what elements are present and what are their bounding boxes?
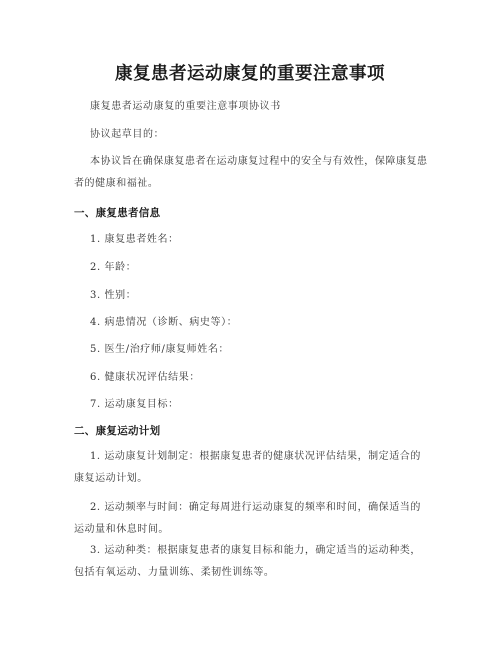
section-1-heading: 一、康复患者信息 bbox=[74, 207, 161, 219]
section-1-item: 1. 康复患者姓名： bbox=[90, 234, 179, 245]
section-1-item: 2. 年龄： bbox=[90, 262, 137, 273]
document-title: 康复患者运动康复的重要注意事项 bbox=[115, 64, 385, 84]
section-1-item: 4. 病患情况（诊断、病史等）： bbox=[90, 317, 238, 328]
purpose-label: 协议起草目的： bbox=[90, 129, 165, 140]
section-2-heading: 二、康复运动计划 bbox=[74, 425, 161, 437]
section-1-item: 6. 健康状况评估结果： bbox=[90, 372, 200, 383]
section-2-item: 1. 运动康复计划制定：根据康复患者的健康状况评估结果，制定适合的康复运动计划。 bbox=[74, 451, 421, 484]
agreement-subtitle: 康复患者运动康复的重要注意事项协议书 bbox=[90, 101, 281, 112]
section-1-item: 3. 性别： bbox=[90, 290, 137, 301]
section-2-item: 2. 运动频率与时间：确定每周进行运动康复的频率和时间，确保适当的运动量和休息时间。 bbox=[74, 502, 421, 535]
section-2-item: 3. 运动种类：根据康复患者的康复目标和能力，确定适当的运动种类，包括有氧运动、力量训练、柔韧性训练等。 bbox=[74, 545, 421, 578]
purpose-paragraph: 本协议旨在确保康复患者在运动康复过程中的安全与有效性，保障康复患者的健康和福祉。 bbox=[74, 156, 428, 189]
section-1-item: 5. 医生/治疗师/康复师姓名： bbox=[90, 344, 230, 355]
section-1-item: 7. 运动康复目标： bbox=[90, 399, 179, 410]
